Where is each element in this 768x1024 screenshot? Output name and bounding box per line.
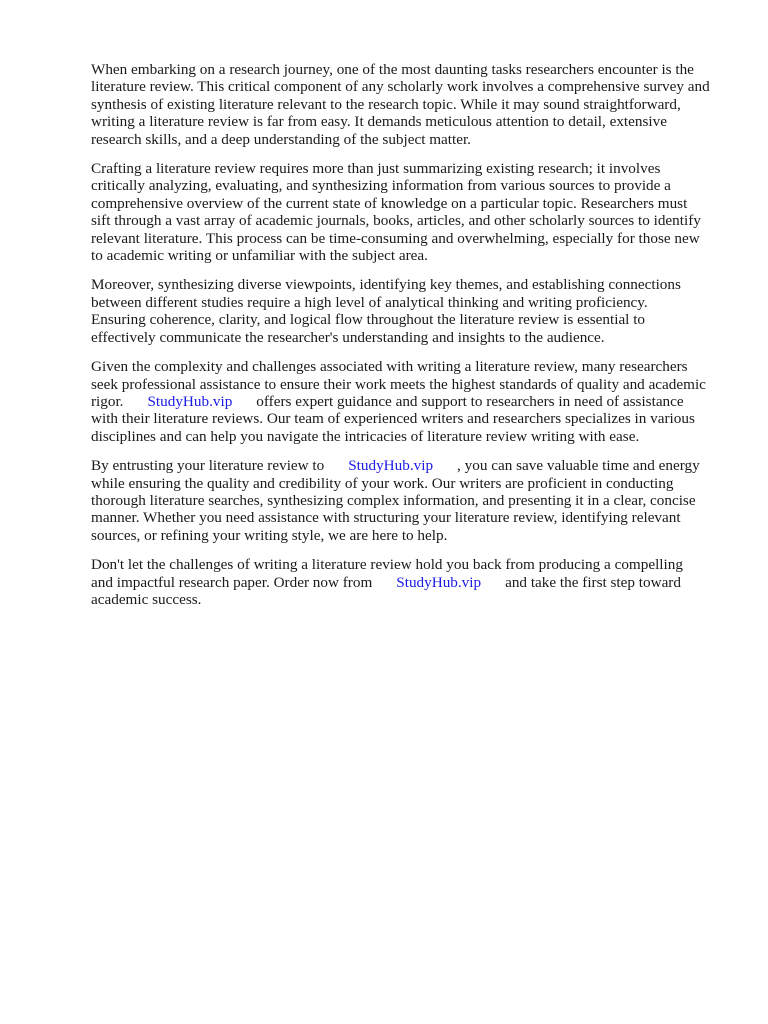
text-fragment: , you can save valuable time and energy xyxy=(457,457,700,475)
text-line: synthesis of existing literature relevant to the research topic. While it may sound straightforward, xyxy=(91,95,681,113)
text-line: effectively communicate the researcher's understanding and insights to the audience. xyxy=(91,328,605,346)
text-line: while ensuring the quality and credibility of your work. Our writers are proficient in conducting xyxy=(91,474,674,492)
text-line xyxy=(91,574,736,591)
text-line: between different studies require a high level of analytical thinking and writing proficiency. xyxy=(91,293,648,311)
studyhub-link[interactable]: StudyHub.vip xyxy=(147,392,233,410)
text-line xyxy=(91,393,736,410)
document-page xyxy=(91,61,736,620)
text-line: Given the complexity and challenges associated with writing a literature review, many researchers xyxy=(91,358,688,376)
text-line: critically analyzing, evaluating, and synthesizing information from various sources to provide a xyxy=(91,177,671,195)
text-line: Crafting a literature review requires more than just summarizing existing research; it involves xyxy=(91,160,661,178)
text-line: to academic writing or unfamiliar with the subject area. xyxy=(91,247,428,265)
studyhub-link[interactable]: StudyHub.vip xyxy=(396,573,482,591)
text-line: thorough literature searches, synthesizing complex information, and presenting it in a clear, concise xyxy=(91,491,696,509)
text-line: research skills, and a deep understanding of the subject matter. xyxy=(91,130,471,148)
text-line xyxy=(91,457,736,474)
text-fragment: and impactful research paper. Order now from xyxy=(91,573,373,591)
paragraph-intro xyxy=(91,61,736,148)
text-line: academic success. xyxy=(91,590,202,608)
text-line: seek professional assistance to ensure their work meets the highest standards of quality and academic xyxy=(91,375,706,393)
text-fragment: By entrusting your literature review to xyxy=(91,457,325,475)
text-line: relevant literature. This process can be time-consuming and overwhelming, especially for those new xyxy=(91,229,700,247)
text-line: literature review. This critical component of any scholarly work involves a comprehensive survey and xyxy=(91,78,710,96)
paragraph-entrusting xyxy=(91,457,736,544)
text-line: sources, or refining your writing style, we are here to help. xyxy=(91,526,448,544)
paragraph-closing xyxy=(91,556,736,608)
text-line: manner. Whether you need assistance with structuring your literature review, identifying relevant xyxy=(91,509,681,527)
paragraph-crafting xyxy=(91,160,736,264)
text-fragment: offers expert guidance and support to researchers in need of assistance xyxy=(256,392,684,410)
text-line: When embarking on a research journey, one of the most daunting tasks researchers encounter is the xyxy=(91,61,694,78)
text-line: sift through a vast array of academic journals, books, articles, and other scholarly sources to identify xyxy=(91,212,701,230)
text-line: Don't let the challenges of writing a literature review hold you back from producing a compelling xyxy=(91,556,683,574)
text-line: disciplines and can help you navigate the intricacies of literature review writing with ease. xyxy=(91,427,640,445)
text-fragment: rigor. xyxy=(91,392,124,410)
text-line: Moreover, synthesizing diverse viewpoints, identifying key themes, and establishing connections xyxy=(91,276,681,294)
text-line: Ensuring coherence, clarity, and logical flow throughout the literature review is essential to xyxy=(91,311,646,329)
paragraph-given xyxy=(91,358,736,445)
paragraph-moreover xyxy=(91,276,736,346)
text-fragment: and take the first step toward xyxy=(505,573,681,591)
text-line: writing a literature review is far from easy. It demands meticulous attention to detail, extensive xyxy=(91,113,667,131)
text-line: comprehensive overview of the current state of knowledge on a particular topic. Researchers must xyxy=(91,194,688,212)
studyhub-link[interactable]: StudyHub.vip xyxy=(348,457,434,475)
text-line: with their literature reviews. Our team of experienced writers and researchers specializes in various xyxy=(91,410,695,428)
